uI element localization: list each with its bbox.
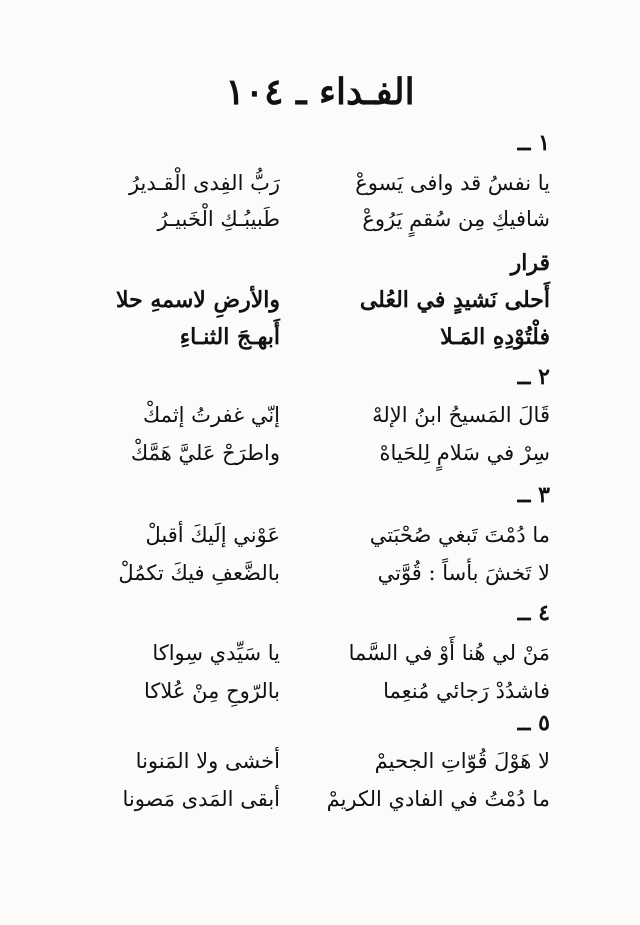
stanza-4-line-2-right: فاشدُدْ رَجائي مُنعِما bbox=[383, 679, 550, 703]
stanza-3-line-2-left: بالضَّعفِ فيكَ تكمُلْ bbox=[118, 561, 280, 585]
stanza-5-line-2-right: ما دُمْتُ في الفادي الكريمْ bbox=[326, 787, 550, 811]
stanza-3-line-1-left: عَوْني إلَيكَ أقبلْ bbox=[145, 523, 280, 547]
stanza-3-number: ٣ ــ bbox=[517, 482, 550, 508]
stanza-3-line-2-right: لا تَخشَ بأساً : قُوَّتي bbox=[377, 561, 550, 585]
stanza-5-line-1-right: لا هَوْلَ قُوّاتِ الجحيمْ bbox=[374, 749, 550, 773]
stanza-1-number: ١ ــ bbox=[517, 130, 550, 156]
page-title: الفـداء ـ ١٠٤ bbox=[225, 71, 415, 113]
stanza-4-number: ٤ ــ bbox=[517, 600, 550, 626]
refrain-label: قرار bbox=[510, 250, 550, 276]
stanza-1-line-2-right: شافيكِ مِن سُقمٍ يَرُوعْ bbox=[362, 207, 550, 231]
refrain-line-1-left: والأرضِ لاسمهِ حلا bbox=[115, 287, 280, 313]
stanza-2-number: ٢ ــ bbox=[517, 364, 550, 390]
refrain-line-1-right: أَحلى نَشيدٍ في العُلى bbox=[359, 287, 550, 313]
stanza-5-line-1-left: أخشى ولا المَنونا bbox=[135, 749, 280, 773]
refrain-line-2-right: فلْتُوْدِهِ المَـلا bbox=[440, 324, 550, 350]
stanza-2-line-1-right: قَالَ المَسيحُ ابنُ الإلهْ bbox=[372, 403, 550, 427]
stanza-1-line-2-left: طَبيبُـكِ الْخَبيـرُ bbox=[157, 207, 280, 231]
refrain-line-2-left: أَبهـجَ الثنـاءِ bbox=[179, 324, 280, 350]
stanza-2-line-2-right: سِرْ في سَلامٍ لِلحَياهْ bbox=[379, 441, 550, 465]
stanza-4-line-1-right: مَنْ لي هُنا أَوْ في السَّما bbox=[348, 641, 550, 665]
stanza-2-line-1-left: إنّي غفرتُ إثمكْ bbox=[142, 403, 280, 427]
stanza-1-line-1-left: رَبُّ الفِدى الْقـديرُ bbox=[128, 171, 280, 195]
stanza-2-line-2-left: واطرَحْ عَليَّ هَمَّكْ bbox=[130, 441, 280, 465]
stanza-4-line-1-left: يا سَيِّدي سِواكا bbox=[152, 641, 280, 665]
stanza-3-line-1-right: ما دُمْتَ تَبغي صُحْبَتي bbox=[369, 523, 550, 547]
stanza-5-number: ٥ ــ bbox=[517, 710, 550, 736]
stanza-4-line-2-left: بالرّوحِ مِنْ عُلاكا bbox=[144, 679, 280, 703]
stanza-5-line-2-left: أبقى المَدى مَصونا bbox=[122, 787, 280, 811]
stanza-1-line-1-right: يا نفسُ قد وافى يَسوعْ bbox=[355, 171, 550, 195]
